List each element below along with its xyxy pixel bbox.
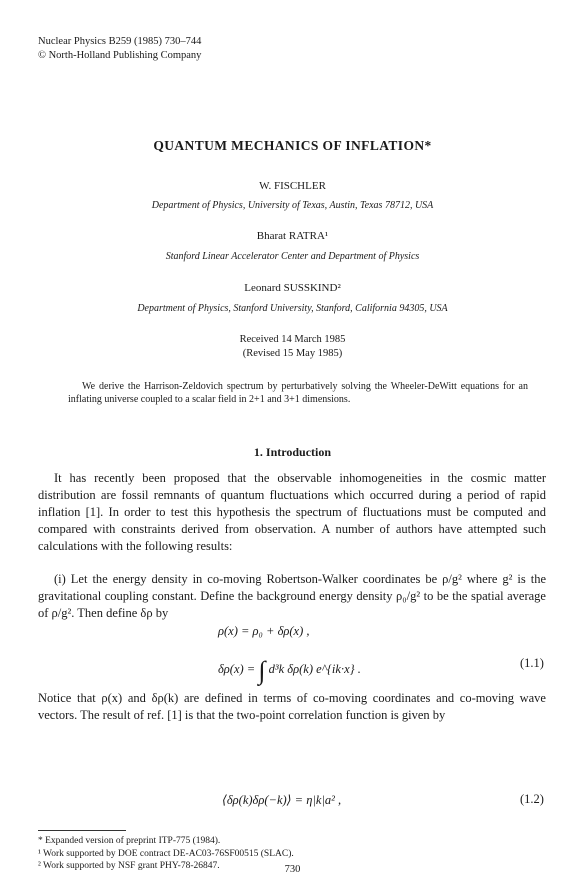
footnote-star: * Expanded version of preprint ITP-775 (1984). xyxy=(38,836,221,846)
page-number: 730 xyxy=(284,864,301,875)
equation-1b-rhs: d³k δρ(k) e^{ik·x} . xyxy=(268,662,361,676)
received-dates xyxy=(0,333,585,361)
paragraph-3: Notice that ρ(x) and δρ(k) are defined in terms of co-moving coordinates and co-moving wave vectors. The result of ref. [1] is that the two-point correlation function is given by xyxy=(38,691,546,722)
abstract: We derive the Harrison-Zeldovich spectrum by perturbatively solving the Wheeler-DeWitt equations for an inflating universe coupled to a scalar field in 2+1 and 3+1 dimensions. xyxy=(68,381,528,405)
footnote-rule xyxy=(38,830,126,831)
paragraph-2: (i) Let the energy density in co-moving Robertson-Walker coordinates be ρ/g² where g² is the gravitational coupling constant. Define the background energy density ρ₀/g² to be the spatial average of ρ/g². Then define δρ by xyxy=(38,572,546,620)
received-date: Received 14 March 1985 xyxy=(239,334,346,345)
paragraph-1: It has recently been proposed that the observable inhomogeneities in the cosmic matter distribution are fossil remnants of quantum fluctuations which occurred during a period of rapid inflation [1]. In order to test this hypothesis the spectrum of fluctuations must be computed and compared with constraints derived from observation. A number of authors have attempted such calculations with the following results: xyxy=(38,471,546,553)
publisher-line: © North-Holland Publishing Company xyxy=(38,50,202,61)
author-affiliation-3: Department of Physics, Stanford University, Stanford, California 94305, USA xyxy=(137,303,448,314)
footnote-2: ² Work supported by NSF grant PHY-78-26847. xyxy=(38,861,220,871)
equation-number-2: (1.2) xyxy=(520,792,544,806)
equation-1b-lhs: δρ(x) = xyxy=(218,662,256,676)
equation-2: ⟨δρ(k)δρ(−k)⟩ = η|k|a² , xyxy=(222,793,342,807)
journal-citation: Nuclear Physics B259 (1985) 730–744 xyxy=(38,36,202,47)
author-name-1: W. FISCHLER xyxy=(259,180,326,192)
equation-1a: ρ(x) = ρ₀ + δρ(x) , xyxy=(218,624,310,638)
paper-title: QUANTUM MECHANICS OF INFLATION* xyxy=(153,138,432,153)
equation-number-1: (1.1) xyxy=(520,656,544,670)
journal-header xyxy=(38,35,201,63)
author-name-2: Bharat RATRA¹ xyxy=(256,230,329,242)
author-name-3: Leonard SUSSKIND² xyxy=(244,282,341,294)
section-heading: 1. Introduction xyxy=(253,445,332,459)
author-affiliation-2: Stanford Linear Accelerator Center and Department of Physics xyxy=(165,251,420,262)
integral-symbol: ∫ xyxy=(258,656,266,685)
author-affiliation-1: Department of Physics, University of Texas, Austin, Texas 78712, USA xyxy=(151,200,434,211)
footnote-1: ¹ Work supported by DOE contract DE-AC03-76SF00515 (SLAC). xyxy=(38,848,294,859)
revised-date: (Revised 15 May 1985) xyxy=(242,348,343,359)
equation-1b xyxy=(218,650,361,685)
